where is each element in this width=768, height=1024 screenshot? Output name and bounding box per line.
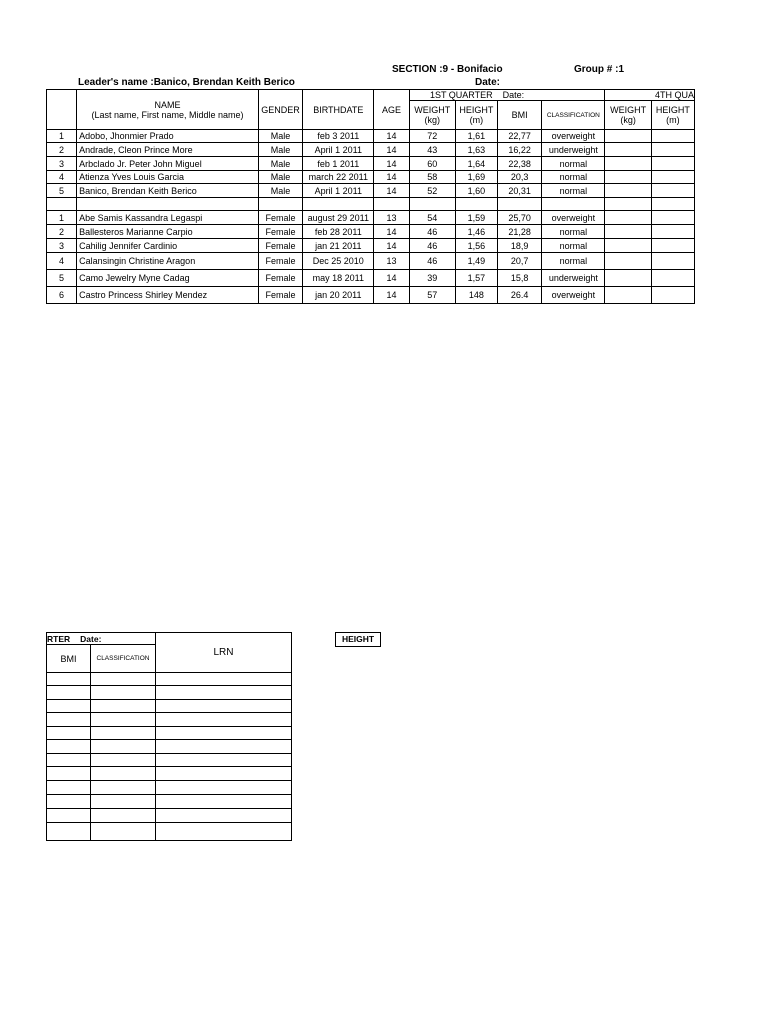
height-q4-header-title: HEIGHT: [655, 105, 690, 115]
classification-cell: overweight: [542, 130, 605, 143]
lrn-empty-cell[interactable]: [156, 713, 292, 727]
lrn-empty-cell[interactable]: [156, 700, 292, 713]
bmi-header-cont: BMI: [47, 645, 91, 673]
gender-cell: Female: [258, 239, 302, 253]
bmi-cell: 16,22: [498, 143, 542, 157]
classification-cell: normal: [542, 171, 605, 184]
spacer-row: [47, 198, 695, 211]
gender-cell: Female: [258, 287, 302, 304]
q4-empty-cell[interactable]: [651, 239, 694, 253]
weight-q4-header: [605, 101, 651, 130]
bmi-cell: 20,31: [498, 184, 542, 198]
empty-row: [47, 740, 292, 754]
empty-row: [47, 795, 292, 809]
student-name: Adobo, Jhonmier Prado: [77, 130, 259, 143]
student-name: Andrade, Cleon Prince More: [77, 143, 259, 157]
q4-empty-cell[interactable]: [605, 157, 651, 171]
height-header-unit: (m): [469, 115, 484, 125]
birthdate-cell: April 1 2011: [303, 184, 374, 198]
bmi-header: BMI: [498, 101, 542, 130]
gender-cell: Male: [258, 171, 302, 184]
date-label: Date:: [475, 77, 501, 88]
q-date-cont: Date:: [80, 633, 102, 644]
birthdate-cell: feb 1 2011: [303, 157, 374, 171]
age-cell: 14: [374, 171, 409, 184]
bmi-cell: 18,9: [498, 239, 542, 253]
q1-header: [409, 90, 605, 101]
bmi-cell: 15,8: [498, 270, 542, 287]
empty-row: [47, 700, 292, 713]
bmi-empty-cell[interactable]: [47, 795, 91, 809]
row-number: 1: [47, 130, 77, 143]
birthdate-cell: jan 21 2011: [303, 239, 374, 253]
bmi-cell: 20,7: [498, 253, 542, 270]
classification-cell: normal: [542, 225, 605, 239]
name-header-subtitle: (Last name, First name, Middle name): [91, 109, 244, 120]
gender-header: GENDER: [258, 90, 302, 130]
height-cell: 1,57: [455, 270, 497, 287]
empty-row: [47, 767, 292, 781]
birthdate-cell: march 22 2011: [303, 171, 374, 184]
weight-cell: 57: [409, 287, 455, 304]
lrn-empty-cell[interactable]: [156, 673, 292, 686]
classification-empty-cell[interactable]: [91, 686, 156, 700]
table-row: [47, 253, 695, 270]
height-q4-header-unit: (m): [666, 115, 680, 125]
table-row: [47, 143, 695, 157]
gender-cell: Female: [258, 211, 302, 225]
classification-empty-cell[interactable]: [91, 700, 156, 713]
gender-cell: Male: [258, 157, 302, 171]
birthdate-cell: Dec 25 2010: [303, 253, 374, 270]
age-cell: 14: [374, 130, 409, 143]
bmi-empty-cell[interactable]: [47, 740, 91, 754]
empty-row: [47, 781, 292, 795]
birthdate-cell: may 18 2011: [303, 270, 374, 287]
classification-cell: normal: [542, 253, 605, 270]
row-number: 3: [47, 157, 77, 171]
age-cell: 13: [374, 253, 409, 270]
q-header-cont: [47, 633, 156, 645]
student-name: Cahilig Jennifer Cardinio: [77, 239, 259, 253]
weight-cell: 52: [409, 184, 455, 198]
height-cell: 1,69: [455, 171, 497, 184]
age-cell: 14: [374, 143, 409, 157]
table-row: [47, 171, 695, 184]
row-number: 4: [47, 253, 77, 270]
bmi-empty-cell[interactable]: [47, 700, 91, 713]
weight-cell: 72: [409, 130, 455, 143]
bmi-table: [46, 89, 695, 304]
table-row: [47, 184, 695, 198]
name-header-title: NAME: [154, 99, 181, 110]
empty-row: [47, 823, 292, 841]
birthdate-cell: April 1 2011: [303, 143, 374, 157]
height-cell: 1,64: [455, 157, 497, 171]
student-name: Arbclado Jr. Peter John Miguel: [77, 157, 259, 171]
bmi-empty-cell[interactable]: [47, 686, 91, 700]
classification-empty-cell[interactable]: [91, 795, 156, 809]
q4-empty-cell[interactable]: [605, 239, 651, 253]
lrn-empty-cell[interactable]: [156, 767, 292, 781]
weight-header-unit: (kg): [424, 115, 440, 125]
lrn-empty-cell[interactable]: [156, 740, 292, 754]
lrn-empty-cell[interactable]: [156, 781, 292, 795]
q4-empty-cell[interactable]: [651, 171, 694, 184]
classification-empty-cell[interactable]: [91, 673, 156, 686]
group-label: Group # :1: [574, 64, 625, 75]
student-name: Banico, Brendan Keith Berico: [77, 184, 259, 198]
birthdate-header: BIRTHDATE: [303, 90, 374, 130]
classification-cell: underweight: [542, 143, 605, 157]
bmi-empty-cell[interactable]: [47, 767, 91, 781]
q4-empty-cell[interactable]: [651, 211, 694, 225]
weight-cell: 54: [409, 211, 455, 225]
age-cell: 14: [374, 270, 409, 287]
bmi-empty-cell[interactable]: [47, 754, 91, 767]
age-cell: 14: [374, 184, 409, 198]
bmi-empty-cell[interactable]: [47, 809, 91, 823]
bmi-empty-cell[interactable]: [47, 673, 91, 686]
q-label-cont: RTER: [47, 633, 71, 644]
lrn-empty-cell[interactable]: [156, 823, 292, 841]
lrn-empty-cell[interactable]: [156, 795, 292, 809]
table-row: [47, 130, 695, 143]
q4-empty-cell[interactable]: [651, 270, 694, 287]
bmi-empty-cell[interactable]: [47, 781, 91, 795]
row-number: 4: [47, 171, 77, 184]
bmi-cell: 22,38: [498, 157, 542, 171]
q1-label: 1ST QUARTER: [429, 90, 493, 100]
empty-row: [47, 713, 292, 727]
q4-label: 4TH QUA: [654, 90, 694, 100]
q4-empty-cell[interactable]: [605, 270, 651, 287]
bmi-empty-cell[interactable]: [47, 727, 91, 740]
weight-cell: 60: [409, 157, 455, 171]
height-header-title: HEIGHT: [459, 105, 494, 115]
empty-row: [47, 754, 292, 767]
student-name: Atienza Yves Louis Garcia: [77, 171, 259, 184]
lrn-empty-cell[interactable]: [156, 809, 292, 823]
height-cell: 1,61: [455, 130, 497, 143]
gender-cell: Male: [258, 130, 302, 143]
height-cell: 1,60: [455, 184, 497, 198]
classification-empty-cell[interactable]: [91, 740, 156, 754]
gender-cell: Female: [258, 270, 302, 287]
weight-cell: 43: [409, 143, 455, 157]
row-number: 3: [47, 239, 77, 253]
age-cell: 14: [374, 239, 409, 253]
gender-cell: Female: [258, 225, 302, 239]
q4-empty-cell[interactable]: [605, 171, 651, 184]
row-number: 5: [47, 270, 77, 287]
weight-header-title: WEIGHT: [414, 105, 451, 115]
height-cell: 1,56: [455, 239, 497, 253]
weight-cell: 46: [409, 253, 455, 270]
age-cell: 13: [374, 211, 409, 225]
age-header: AGE: [374, 90, 409, 130]
leader-label: Leader's name :Banico, Brendan Keith Berico: [78, 77, 295, 88]
q4-empty-cell[interactable]: [605, 211, 651, 225]
row-number: 6: [47, 287, 77, 304]
classification-header-cont: CLASSIFICATION: [91, 645, 156, 673]
student-name: Castro Princess Shirley Mendez: [77, 287, 259, 304]
height-button[interactable]: HEIGHT: [335, 632, 381, 647]
weight-header: [409, 101, 455, 130]
q4-empty-cell[interactable]: [651, 143, 694, 157]
birthdate-cell: august 29 2011: [303, 211, 374, 225]
q4-empty-cell[interactable]: [651, 225, 694, 239]
gender-cell: Male: [258, 184, 302, 198]
age-cell: 14: [374, 287, 409, 304]
lrn-header: LRN: [156, 633, 292, 673]
q4-empty-cell[interactable]: [651, 287, 694, 304]
classification-cell: underweight: [542, 270, 605, 287]
weight-cell: 58: [409, 171, 455, 184]
weight-cell: 46: [409, 239, 455, 253]
lrn-empty-cell[interactable]: [156, 727, 292, 740]
q4-empty-cell[interactable]: [605, 225, 651, 239]
q4-empty-cell[interactable]: [651, 184, 694, 198]
classification-empty-cell[interactable]: [91, 823, 156, 841]
q4-empty-cell[interactable]: [605, 253, 651, 270]
weight-q4-header-unit: (kg): [620, 115, 636, 125]
classification-cell: overweight: [542, 211, 605, 225]
empty-row: [47, 727, 292, 740]
q4-empty-cell[interactable]: [651, 253, 694, 270]
row-number: 5: [47, 184, 77, 198]
height-cell: 1,46: [455, 225, 497, 239]
student-name: Abe Samis Kassandra Legaspi: [77, 211, 259, 225]
name-header: [77, 90, 259, 130]
q4-empty-cell[interactable]: [605, 143, 651, 157]
birthdate-cell: feb 3 2011: [303, 130, 374, 143]
birthdate-cell: feb 28 2011: [303, 225, 374, 239]
bmi-cell: 26.4: [498, 287, 542, 304]
bmi-empty-cell[interactable]: [47, 713, 91, 727]
q4-empty-cell[interactable]: [605, 130, 651, 143]
classification-cell: normal: [542, 184, 605, 198]
student-name: Camo Jewelry Myne Cadag: [77, 270, 259, 287]
birthdate-cell: jan 20 2011: [303, 287, 374, 304]
row-number: 2: [47, 225, 77, 239]
age-cell: 14: [374, 157, 409, 171]
row-number: 1: [47, 211, 77, 225]
q4-empty-cell[interactable]: [651, 130, 694, 143]
gender-cell: Female: [258, 253, 302, 270]
height-cell: 1,63: [455, 143, 497, 157]
section-label: SECTION :9 - Bonifacio: [392, 64, 503, 75]
classification-empty-cell[interactable]: [91, 781, 156, 795]
classification-empty-cell[interactable]: [91, 754, 156, 767]
height-cell: 1,49: [455, 253, 497, 270]
empty-row: [47, 686, 292, 700]
bmi-empty-cell[interactable]: [47, 823, 91, 841]
table-row: [47, 225, 695, 239]
student-name: Calansingin Christine Aragon: [77, 253, 259, 270]
table-row: [47, 211, 695, 225]
table-row: [47, 270, 695, 287]
q4-empty-cell[interactable]: [605, 287, 651, 304]
q4-empty-cell[interactable]: [605, 184, 651, 198]
lrn-empty-cell[interactable]: [156, 754, 292, 767]
table-row: [47, 157, 695, 171]
lrn-empty-cell[interactable]: [156, 686, 292, 700]
bmi-table-continued: [46, 632, 292, 841]
age-cell: 14: [374, 225, 409, 239]
classification-cell: normal: [542, 157, 605, 171]
gender-cell: Male: [258, 143, 302, 157]
bmi-cell: 21,28: [498, 225, 542, 239]
classification-cell: overweight: [542, 287, 605, 304]
weight-cell: 39: [409, 270, 455, 287]
empty-row: [47, 809, 292, 823]
continued-rows: [47, 673, 292, 841]
weight-q4-header-title: WEIGHT: [610, 105, 647, 115]
classification-empty-cell[interactable]: [91, 713, 156, 727]
q1-date: Date:: [502, 90, 525, 100]
height-q4-header: [651, 101, 694, 130]
row-number: 2: [47, 143, 77, 157]
bmi-cell: 22,77: [498, 130, 542, 143]
table-row: [47, 239, 695, 253]
row-number-header: [47, 90, 77, 130]
q4-empty-cell[interactable]: [651, 157, 694, 171]
classification-header: CLASSIFICATION: [542, 101, 605, 130]
table-row: [47, 287, 695, 304]
q4-header: [605, 90, 695, 101]
bmi-cell: 25,70: [498, 211, 542, 225]
height-cell: 148: [455, 287, 497, 304]
student-name: Ballesteros Marianne Carpio: [77, 225, 259, 239]
height-header: [455, 101, 497, 130]
empty-row: [47, 673, 292, 686]
female-rows: [47, 211, 695, 304]
bmi-cell: 20,3: [498, 171, 542, 184]
male-rows: [47, 130, 695, 198]
classification-empty-cell[interactable]: [91, 767, 156, 781]
classification-empty-cell[interactable]: [91, 727, 156, 740]
height-cell: 1,59: [455, 211, 497, 225]
classification-empty-cell[interactable]: [91, 809, 156, 823]
classification-cell: normal: [542, 239, 605, 253]
weight-cell: 46: [409, 225, 455, 239]
